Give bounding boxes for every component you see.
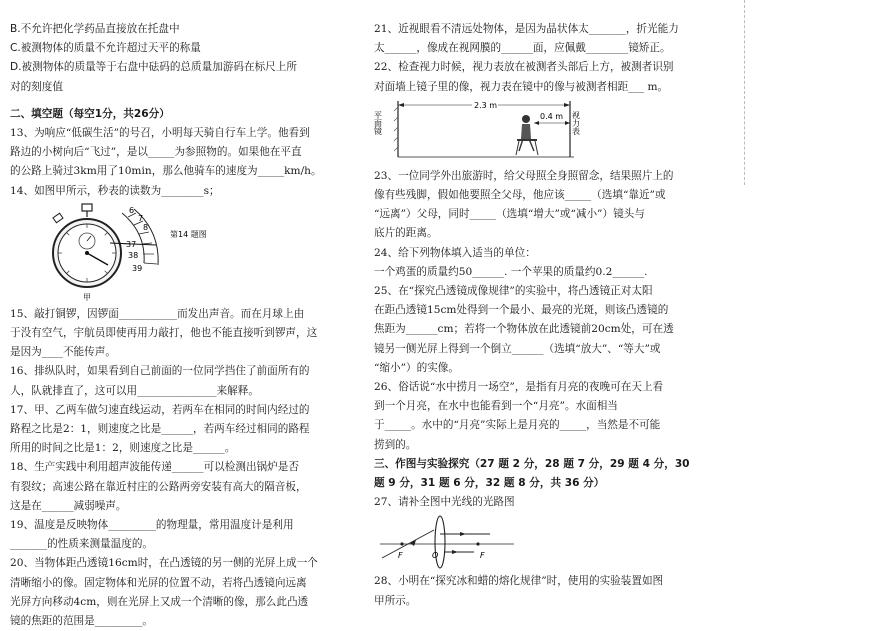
q22-line-2: 对面墙上镜子里的像，视力表在镜中的像与被测者相距___ m。	[374, 80, 669, 93]
q16-line-1: 16、排纵队时，如果看到自己前面的一位同学挡住了前面所有的	[10, 365, 310, 378]
q23-line-3: “远离”）父母，同时_____（选填“增大”或“减小”）镜头与	[374, 208, 645, 221]
distance-0-4m: 0.4 m	[540, 111, 564, 121]
q28-line-2: 甲所示。	[374, 594, 417, 607]
stopwatch-figure	[10, 201, 358, 305]
q25-line-5: “缩小”）的实像。	[374, 361, 459, 374]
stopwatch-svg	[10, 201, 358, 305]
q18-line-3: 这是在______减弱噪声。	[10, 499, 127, 512]
figure-14-sub: 甲	[83, 292, 91, 302]
q26-line-4: 捞到的。	[374, 438, 417, 451]
option-d-cont: 对的刻度值	[10, 80, 63, 93]
q25-line-2: 在距凸透镜15cm处得到一个最小、最亮的光斑，则该凸透镜的	[374, 304, 669, 317]
q17-line-2: 路程之比是2：1，则速度之比是______，若两车经过相同的路程	[10, 423, 310, 436]
q21-line-2: 太______，像成在视网膜的______面，应佩戴________镜矫正。	[374, 42, 671, 55]
q22-line-1: 22、检查视力时候，视力表放在被测者头部后上方，被测者识别	[374, 61, 674, 74]
q25-line-3: 焦距为______cm；若将一个物体放在此透镜前20cm处，可在透	[374, 323, 674, 336]
q20-line-3: 光屏方向移动4cm，则在光屏上又成一个清晰的像，那么此凸透	[10, 595, 309, 608]
q15-line-2: 于没有空气，宇航员即使再用力敲打，他也不能直接听到锣声，这	[10, 327, 318, 340]
focus-left-label: F	[398, 551, 403, 561]
q13-line-2: 路边的小树向后“飞过”，是以_____为参照物的。如果他在平直	[10, 146, 302, 159]
tick-7: 7	[138, 213, 144, 223]
q23-line-4: 底片的距离。	[374, 227, 438, 240]
q15-line-3: 是因为____不能传声。	[10, 346, 116, 359]
q19-line-1: 19、温度是反映物体_________的物理量，常用温度计是利用	[10, 519, 294, 532]
tick-37: 37	[126, 239, 137, 249]
q25-line-1: 25、在“探究凸透镜成像规律”的实验中，将凸透镜正对太阳	[374, 285, 653, 298]
q26-line-1: 26、俗话说“水中捞月一场空”，是指有月亮的夜晚可在天上看	[374, 381, 664, 394]
q24-line-1: 24、给下列物体填入适当的单位：	[374, 246, 536, 259]
optical-center-label: O	[432, 551, 439, 561]
eye-exam-svg	[374, 97, 714, 167]
lens-svg	[374, 512, 714, 572]
q26-line-3: 于_____。水中的“月亮”实际上是月亮的_____，当然是不可能	[374, 419, 661, 432]
focus-right-label: F	[480, 551, 485, 561]
q14-line: 14、如图甲所示，秒表的读数为________s；	[10, 184, 220, 197]
q17-line-1: 17、甲、乙两车做匀速直线运动，若两车在相同的时间内经过的	[10, 403, 310, 416]
option-c: C.被测物体的质量不允许超过天平的称量	[10, 42, 201, 55]
q20-line-2: 清晰缩小的像。固定物体和光屏的位置不动，若将凸透镜向远离	[10, 576, 307, 589]
section-3-heading-1: 三、作图与实验探究（27 题 2 分，28 题 7 分，29 题 4 分，30	[374, 457, 690, 470]
q27-line: 27、请补全图中光线的光路图	[374, 496, 515, 509]
option-d: D.被测物体的质量等于右盘中砝码的总质量加游码在标尺上所	[10, 61, 297, 74]
q20-line-4: 镜的焦距的范围是_________。	[10, 615, 154, 628]
q26-line-2: 到一个月亮，在水中也能看到一个“月亮”。水面相当	[374, 400, 618, 413]
figure-14-caption: 第14 题图	[170, 229, 207, 239]
tick-39: 39	[132, 263, 143, 273]
eye-exam-figure	[374, 97, 714, 167]
q18-line-1: 18、生产实践中利用超声波能传递______可以检测出锅炉是否	[10, 461, 299, 474]
q23-line-1: 23、一位同学外出旅游时，给父母照全身照留念，结果照片上的	[374, 169, 674, 182]
mirror-label: 平面镜	[374, 110, 383, 135]
q21-line-1: 21、近视眼看不清远处物体，是因为晶状体太_______，折光能力	[374, 23, 679, 35]
q15-line-1: 15、敲打铜锣，因锣面___________而发出声音。而在月球上由	[10, 307, 305, 320]
q17-line-3: 所用的时间之比是1：2，则速度之比是______。	[10, 442, 236, 455]
q13-line-1: 13、为响应“低碳生活”的号召，小明每天骑自行车上学。他看到	[10, 127, 310, 140]
tick-38: 38	[128, 250, 139, 260]
q20-line-1: 20、当物体距凸透镜16cm时，在凸透镜的另一侧的光屏上成一个	[10, 557, 318, 570]
left-column	[10, 20, 358, 631]
section-3-heading-2: 题 9 分，31 题 6 分，32 题 8 分，共 36 分）	[374, 477, 605, 490]
chart-label: 视力表	[571, 110, 581, 135]
q16-line-2: 人，队就排直了，这可以用_______________来解释。	[10, 384, 259, 397]
tick-6: 6	[129, 205, 135, 215]
lens-figure	[374, 512, 714, 572]
distance-2-3m: 2.3 m	[474, 100, 498, 110]
section-2-heading: 二、填空题（每空1分，共26分）	[10, 107, 170, 120]
right-column	[374, 20, 714, 611]
q19-line-2: _______的性质来测量温度的。	[10, 538, 154, 551]
q25-line-4: 镜另一侧光屏上得到一个倒立______（选填“放大”、“等大”或	[374, 342, 661, 355]
q24-line-2: 一个鸡蛋的质量约50______. 一个苹果的质量约0.2______.	[374, 265, 648, 278]
q13-line-3: 的公路上骑过3km用了10min，那么他骑车的速度为_____km/h。	[10, 165, 322, 178]
option-b: B.不允许把化学药品直接放在托盘中	[10, 23, 180, 35]
q28-line-1: 28、小明在“探究冰和蜡的熔化规律”时，使用的实验装置如图	[374, 575, 664, 588]
fold-line	[744, 0, 745, 185]
q18-line-2: 有裂纹；高速公路在靠近村庄的公路两旁安装有高大的隔音板，	[10, 480, 307, 493]
q23-line-2: 像有些残脚，假如他要照全父母，他应该_____（选填“靠近”或	[374, 189, 666, 202]
tick-8: 8	[143, 222, 149, 232]
